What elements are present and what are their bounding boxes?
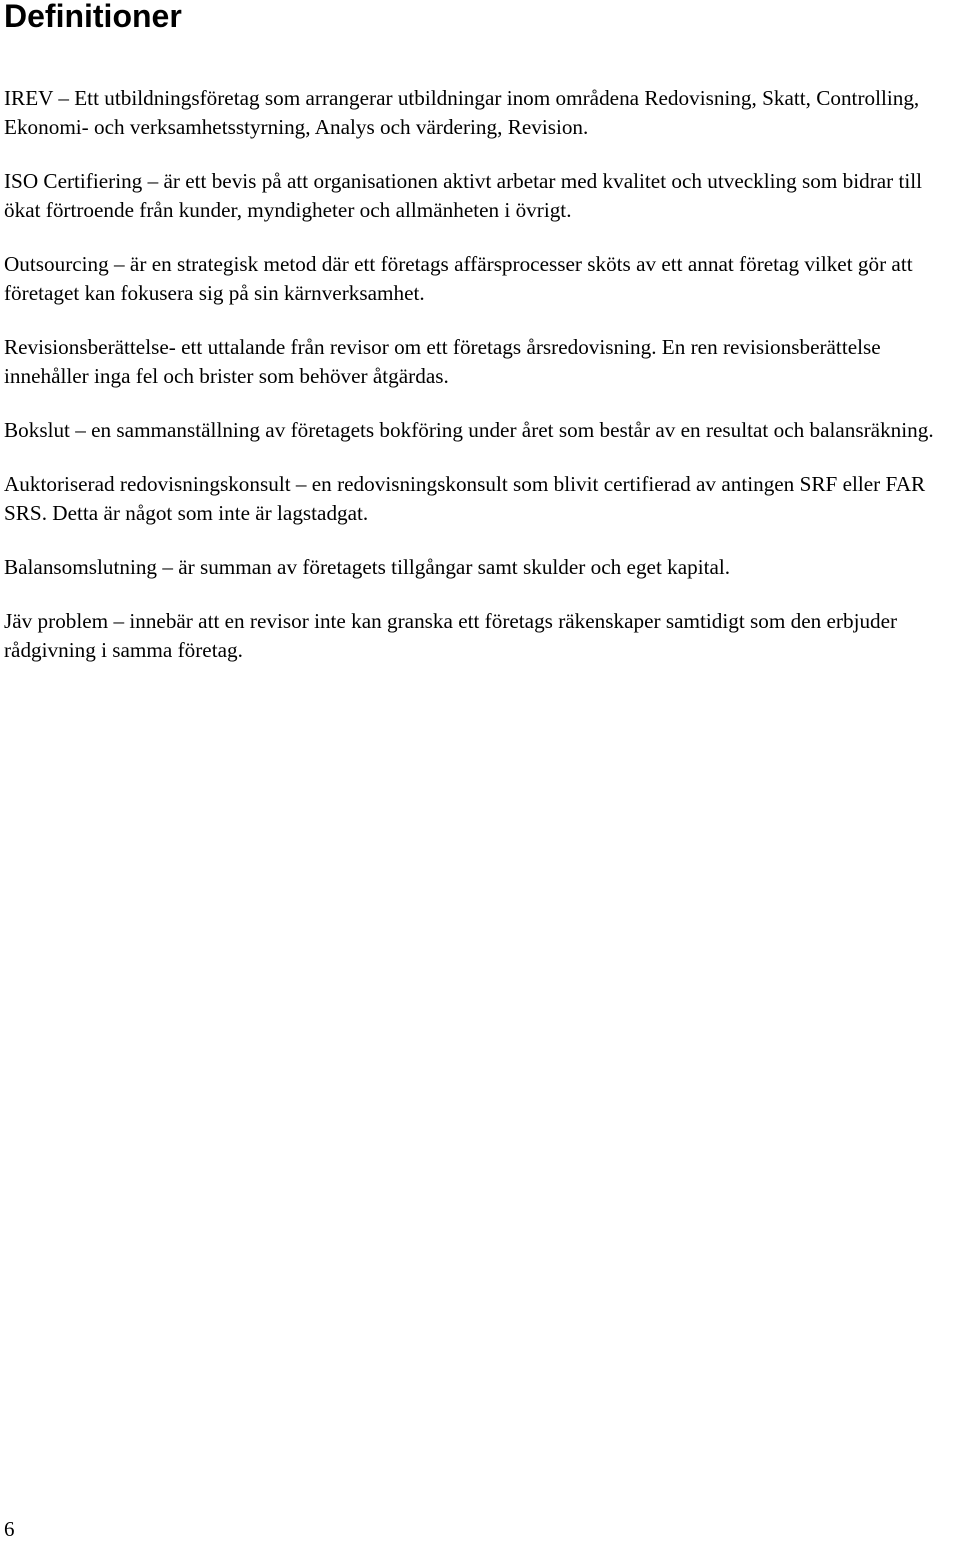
definition-irev: IREV – Ett utbildningsföretag som arrangerar utbildningar inom områdena Redovisning, Skatt, Controlling, Ekonomi- och verksamhetsstyrning, Analys och värdering, Revision. <box>4 86 920 139</box>
definition-balansomslutning: Balansomslutning – är summan av företagets tillgångar samt skulder och eget kapital. <box>4 555 731 579</box>
definition-iso-certifiering: ISO Certifiering – är ett bevis på att organisationen aktivt arbetar med kvalitet och utveckling som bidrar till ökat förtroende från kunder, myndigheter och allmänheten i övrigt. <box>4 169 923 222</box>
definition-revisionsberattelse: Revisionsberättelse- ett uttalande från revisor om ett företags årsredovisning. En ren revisionsberättelse innehåller inga fel och brister som behöver åtgärdas. <box>4 335 881 388</box>
definition-auktoriserad-redovisningskonsult: Auktoriserad redovisningskonsult – en redovisningskonsult som blivit certifierad av antingen SRF eller FAR SRS. Detta är något som inte är lagstadgat. <box>4 472 926 525</box>
definition-jav-problem: Jäv problem – innebär att en revisor inte kan granska ett företags räkenskaper samtidigt som den erbjuder rådgivning i samma företag. <box>4 609 898 662</box>
definition-outsourcing: Outsourcing – är en strategisk metod där ett företags affärsprocesser sköts av ett annat företag vilket gör att företaget kan fokusera sig på sin kärnverksamhet. <box>4 252 913 305</box>
page-number: 6 <box>4 1517 15 1541</box>
definitions-list <box>4 84 960 690</box>
definition-bokslut: Bokslut – en sammanställning av företagets bokföring under året som består av en resultat och balansräkning. <box>4 418 934 442</box>
page-title: Definitioner <box>4 0 182 34</box>
